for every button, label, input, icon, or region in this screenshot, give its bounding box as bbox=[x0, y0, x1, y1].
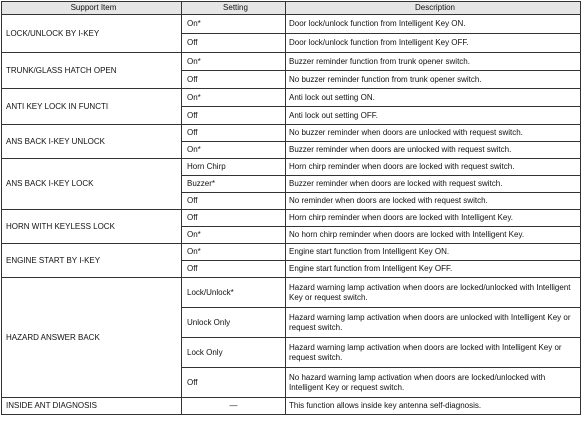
setting-cell: On* bbox=[182, 244, 286, 261]
support-item-cell: INSIDE ANT DIAGNOSIS bbox=[2, 398, 182, 415]
setting-cell: Off bbox=[182, 107, 286, 125]
description-cell: Buzzer reminder function from trunk opener switch. bbox=[286, 53, 581, 71]
table-row bbox=[2, 89, 581, 107]
description-cell: No reminder when doors are locked with request switch. bbox=[286, 193, 581, 210]
description-cell: Hazard warning lamp activation when doors are locked/unlocked with Intelligent Key or request switch. bbox=[286, 278, 581, 308]
support-item-cell: HAZARD ANSWER BACK bbox=[2, 278, 182, 398]
setting-cell: On* bbox=[182, 142, 286, 159]
support-item-cell: ANS BACK I-KEY LOCK bbox=[2, 159, 182, 210]
table-body bbox=[2, 15, 581, 415]
support-item-table bbox=[1, 1, 581, 415]
setting-cell: Buzzer* bbox=[182, 176, 286, 193]
table-row bbox=[2, 398, 581, 415]
table-row bbox=[2, 278, 581, 308]
setting-cell: — bbox=[182, 398, 286, 415]
description-cell: Hazard warning lamp activation when doors are locked with Intelligent Key or request switch. bbox=[286, 338, 581, 368]
setting-cell: On* bbox=[182, 15, 286, 34]
setting-cell: Horn Chirp bbox=[182, 159, 286, 176]
table-row bbox=[2, 53, 581, 71]
header-setting: Setting bbox=[182, 2, 286, 15]
support-item-cell: ENGINE START BY I-KEY bbox=[2, 244, 182, 278]
description-cell: Engine start function from Intelligent Key ON. bbox=[286, 244, 581, 261]
table-row bbox=[2, 210, 581, 227]
setting-cell: Off bbox=[182, 193, 286, 210]
support-item-cell: ANTI KEY LOCK IN FUNCTI bbox=[2, 89, 182, 125]
description-cell: Buzzer reminder when doors are locked with request switch. bbox=[286, 176, 581, 193]
setting-cell: On* bbox=[182, 227, 286, 244]
support-item-cell: ANS BACK I-KEY UNLOCK bbox=[2, 125, 182, 159]
description-cell: No horn chirp reminder when doors are locked with Intelligent Key. bbox=[286, 227, 581, 244]
description-cell: Buzzer reminder when doors are unlocked with request switch. bbox=[286, 142, 581, 159]
description-cell: Door lock/unlock function from Intelligent Key OFF. bbox=[286, 34, 581, 53]
setting-cell: Off bbox=[182, 210, 286, 227]
table-row bbox=[2, 125, 581, 142]
setting-cell: Off bbox=[182, 125, 286, 142]
setting-cell: On* bbox=[182, 89, 286, 107]
header-description: Description bbox=[286, 2, 581, 15]
description-cell: Hazard warning lamp activation when doors are unlocked with Intelligent Key or request switch. bbox=[286, 308, 581, 338]
description-cell: Horn chirp reminder when doors are locked with request switch. bbox=[286, 159, 581, 176]
setting-cell: On* bbox=[182, 53, 286, 71]
support-item-cell: HORN WITH KEYLESS LOCK bbox=[2, 210, 182, 244]
setting-cell: Off bbox=[182, 368, 286, 398]
description-cell: Horn chirp reminder when doors are locked with Intelligent Key. bbox=[286, 210, 581, 227]
table-row bbox=[2, 159, 581, 176]
setting-cell: Unlock Only bbox=[182, 308, 286, 338]
table-header-row bbox=[2, 2, 581, 15]
description-cell: This function allows inside key antenna self-diagnosis. bbox=[286, 398, 581, 415]
setting-cell: Lock Only bbox=[182, 338, 286, 368]
setting-cell: Lock/Unlock* bbox=[182, 278, 286, 308]
setting-cell: Off bbox=[182, 261, 286, 278]
description-cell: No buzzer reminder function from trunk opener switch. bbox=[286, 71, 581, 89]
description-cell: Door lock/unlock function from Intelligent Key ON. bbox=[286, 15, 581, 34]
description-cell: Engine start function from Intelligent Key OFF. bbox=[286, 261, 581, 278]
description-cell: Anti lock out setting OFF. bbox=[286, 107, 581, 125]
support-item-cell: LOCK/UNLOCK BY I-KEY bbox=[2, 15, 182, 53]
description-cell: No hazard warning lamp activation when doors are locked/unlocked with Intelligent Key or request switch. bbox=[286, 368, 581, 398]
support-item-cell: TRUNK/GLASS HATCH OPEN bbox=[2, 53, 182, 89]
setting-cell: Off bbox=[182, 71, 286, 89]
description-cell: Anti lock out setting ON. bbox=[286, 89, 581, 107]
setting-cell: Off bbox=[182, 34, 286, 53]
table-row bbox=[2, 244, 581, 261]
header-support-item: Support Item bbox=[2, 2, 182, 15]
table-row bbox=[2, 15, 581, 34]
description-cell: No buzzer reminder when doors are unlocked with request switch. bbox=[286, 125, 581, 142]
